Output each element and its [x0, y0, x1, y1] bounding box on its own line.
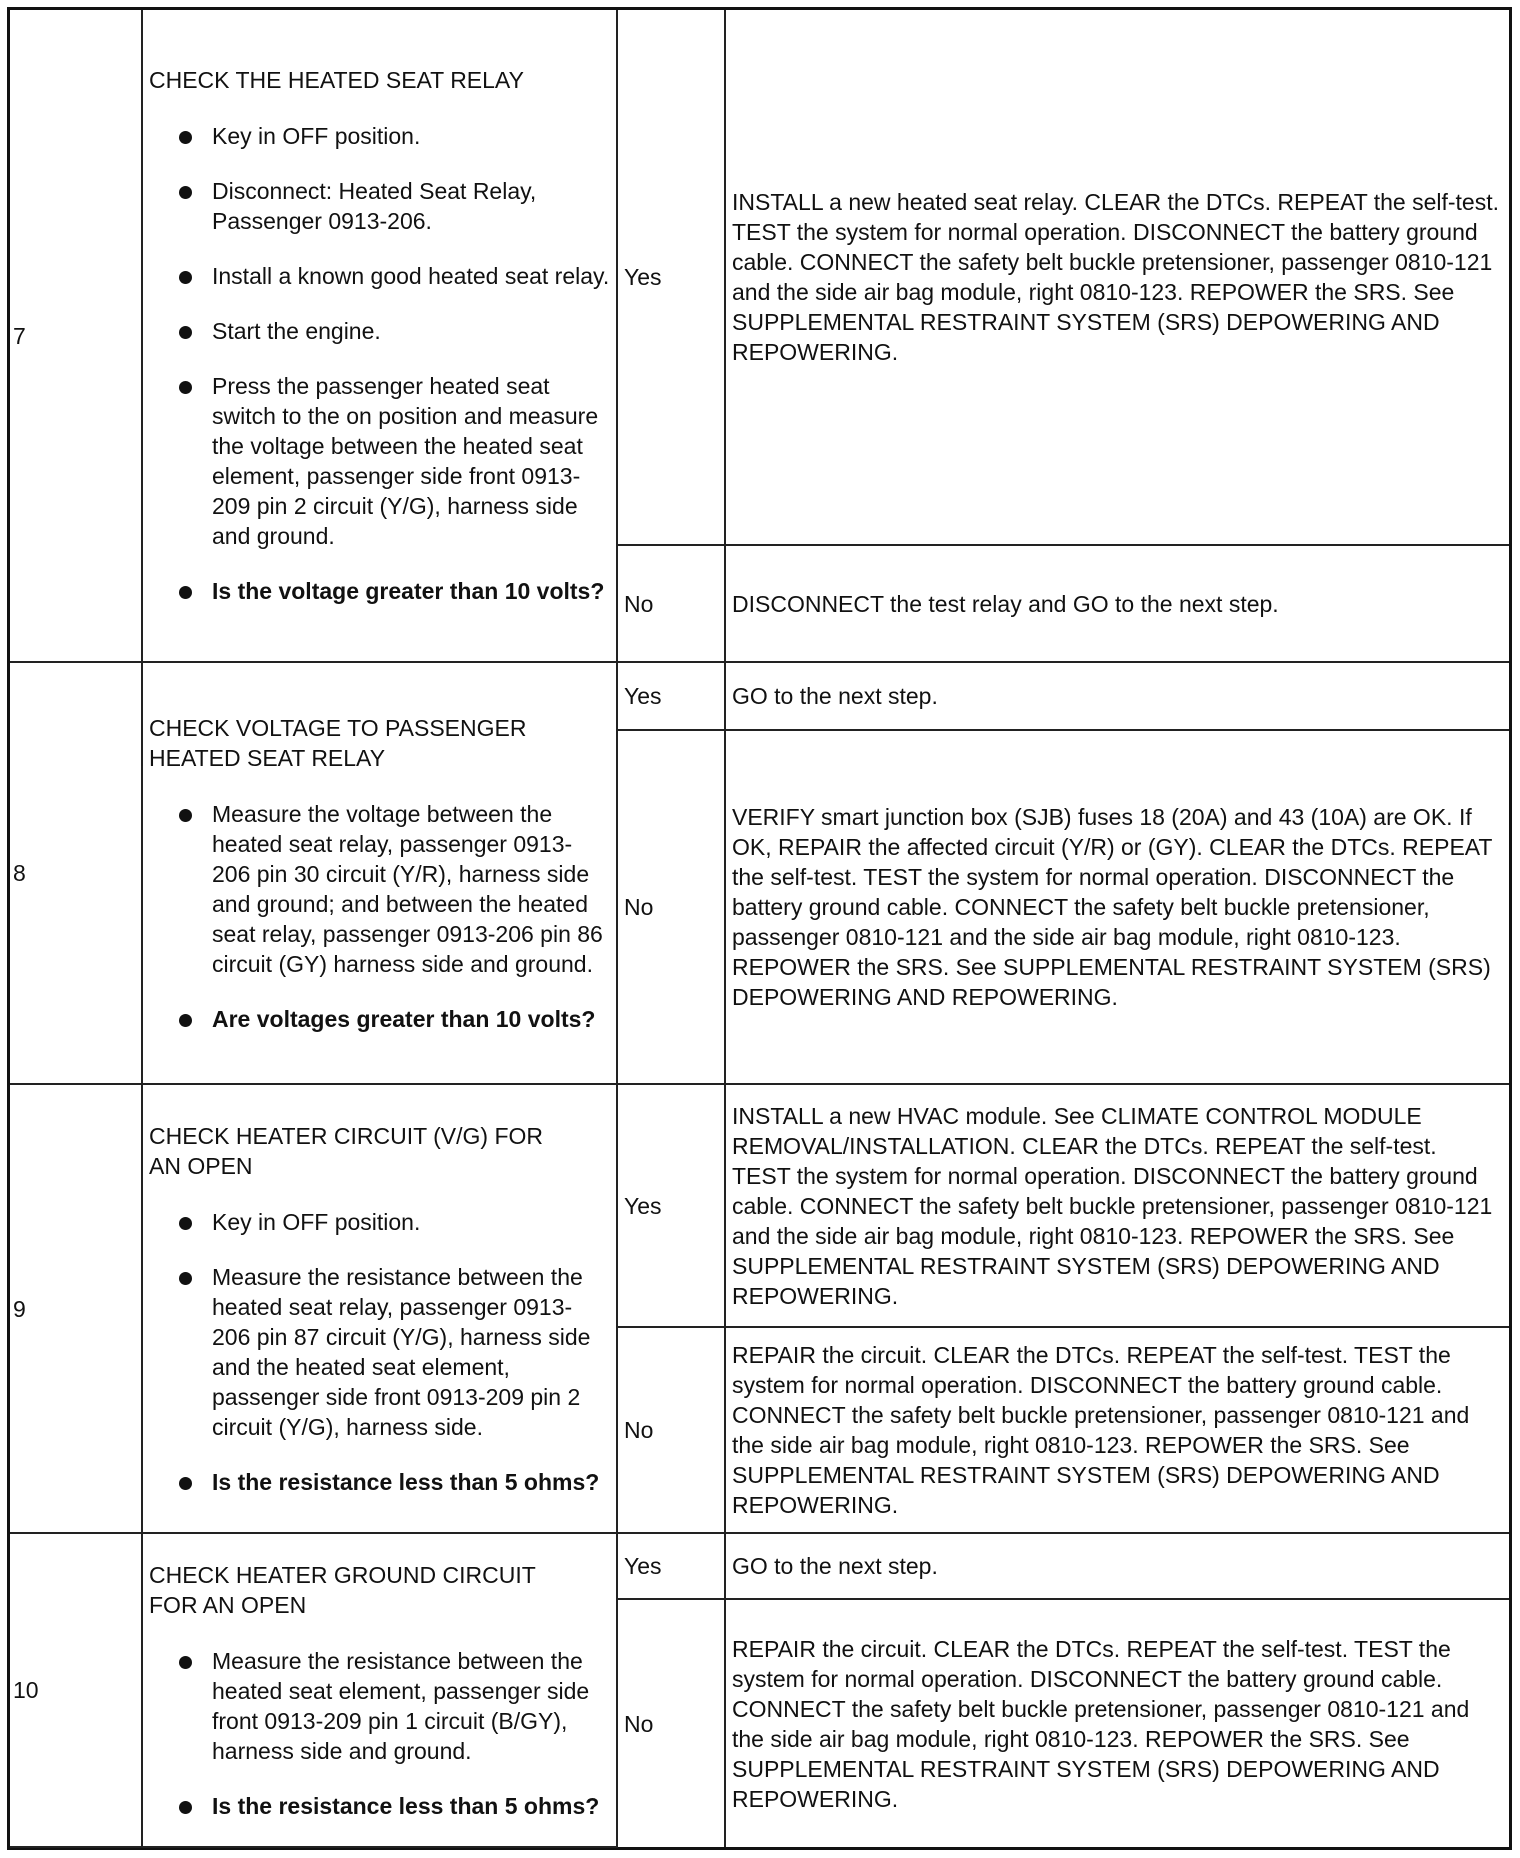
- step-number: 7: [10, 10, 142, 662]
- no-action-text: REPAIR the circuit. CLEAR the DTCs. REPEAT the self-test. TEST the system for normal operation. DISCONNECT the battery ground cable. CONNECT the safety belt buckle pretensioner, passenger 0810-121 and the side air bag module, right 0810-123. REPOWER the SRS. See SUPPLEMENTAL RESTRAINT SYSTEM (SRS) DEPOWERING AND REPOWERING.: [725, 1327, 1509, 1533]
- yes-action-text: GO to the next step.: [725, 662, 1509, 730]
- step-number: 10: [10, 1533, 142, 1847]
- test-bullet: Measure the resistance between the heated seat element, passenger side front 0913-209 pin 1 circuit (B/GY), harness side and ground.: [212, 1646, 610, 1766]
- test-bullet: Install a known good heated seat relay.: [212, 263, 610, 289]
- step-test: [142, 1533, 617, 1847]
- result-no-label: No: [617, 730, 725, 1084]
- step-8-yes-row: [10, 662, 1509, 730]
- test-question: Is the voltage greater than 10 volts?: [212, 576, 610, 606]
- no-action-text: VERIFY smart junction box (SJB) fuses 18 (20A) and 43 (10A) are OK. If OK, REPAIR the affected circuit (Y/R) or (GY). CLEAR the DTCs. REPEAT the self-test. TEST the system for normal operation. DISCONNECT the battery ground cable. CONNECT the safety belt buckle pretensioner, passenger 0810-121 and the side air bag module, right 0810-123. REPOWER the SRS. See SUPPLEMENTAL RESTRAINT SYSTEM (SRS) DEPOWERING AND REPOWERING.: [725, 730, 1509, 1084]
- result-yes-label: Yes: [617, 10, 725, 545]
- no-action-text: REPAIR the circuit. CLEAR the DTCs. REPEAT the self-test. TEST the system for normal operation. DISCONNECT the battery ground cable. CONNECT the safety belt buckle pretensioner, passenger 0810-121 and the side air bag module, right 0810-123. REPOWER the SRS. See SUPPLEMENTAL RESTRAINT SYSTEM (SRS) DEPOWERING AND REPOWERING.: [725, 1599, 1509, 1847]
- result-yes-label: Yes: [617, 662, 725, 730]
- test-bullet: Press the passenger heated seat switch to the on position and measure the voltage between the heated seat element, passenger side front 0913-209 pin 2 circuit (Y/G), harness side and ground.: [212, 371, 610, 551]
- test-title: CHECK HEATER CIRCUIT (V/G) FOR AN OPEN: [149, 1122, 543, 1179]
- test-bullet: Measure the resistance between the heated seat relay, passenger 0913-206 pin 87 circuit (Y/G), harness side and the heated seat element, passenger side front 0913-209 pin 2 circuit (Y/G), harness side.: [212, 1262, 610, 1442]
- step-9-yes-row: [10, 1084, 1509, 1327]
- test-question: Are voltages greater than 10 volts?: [212, 1004, 610, 1034]
- diagnostic-table-frame: [7, 7, 1512, 1850]
- step-number: 9: [10, 1084, 142, 1533]
- step-10-yes-row: [10, 1533, 1509, 1599]
- test-bullet: Key in OFF position.: [212, 121, 610, 151]
- result-yes-label: Yes: [617, 1533, 725, 1599]
- result-no-label: No: [617, 1599, 725, 1847]
- diagnostic-steps-table: [10, 10, 1509, 1848]
- test-bullet: Key in OFF position.: [212, 1207, 610, 1237]
- yes-action-text: INSTALL a new heated seat relay. CLEAR the DTCs. REPEAT the self-test. TEST the system for normal operation. DISCONNECT the battery ground cable. CONNECT the safety belt buckle pretensioner, passenger 0810-121 and the side air bag module, right 0810-123. REPOWER the SRS. See SUPPLEMENTAL RESTRAINT SYSTEM (SRS) DEPOWERING AND REPOWERING.: [725, 10, 1509, 545]
- yes-action-text: GO to the next step.: [725, 1533, 1509, 1599]
- no-action-text: DISCONNECT the test relay and GO to the next step.: [725, 545, 1509, 662]
- result-yes-label: Yes: [617, 1084, 725, 1327]
- test-question: Is the resistance less than 5 ohms?: [212, 1791, 610, 1821]
- result-no-label: No: [617, 545, 725, 662]
- test-bullets: [149, 121, 610, 606]
- test-bullet: Measure the voltage between the heated seat relay, passenger 0913-206 pin 30 circuit (Y/R), harness side and ground; and between the heated seat relay, passenger 0913-206 pin 86 circuit (GY) harness side and ground.: [212, 799, 610, 979]
- test-bullet: Disconnect: Heated Seat Relay, Passenger 0913-206.: [212, 176, 610, 236]
- test-bullets: [149, 1207, 610, 1497]
- step-number: 8: [10, 662, 142, 1084]
- step-test: [142, 662, 617, 1084]
- result-no-label: No: [617, 1327, 725, 1533]
- test-title: CHECK HEATER GROUND CIRCUIT FOR AN OPEN: [149, 1561, 536, 1618]
- test-bullets: [149, 1646, 610, 1821]
- step-test: [142, 10, 617, 662]
- step-7-yes-row: [10, 10, 1509, 545]
- test-question: Is the resistance less than 5 ohms?: [212, 1467, 610, 1497]
- step-test: [142, 1084, 617, 1533]
- test-title: CHECK THE HEATED SEAT RELAY: [149, 67, 524, 93]
- test-bullets: [149, 799, 610, 1034]
- test-title: CHECK VOLTAGE TO PASSENGER HEATED SEAT RELAY: [149, 714, 527, 771]
- test-bullet: Start the engine.: [212, 316, 610, 346]
- yes-action-text: INSTALL a new HVAC module. See CLIMATE CONTROL MODULE REMOVAL/INSTALLATION. CLEAR the DTCs. REPEAT the self-test. TEST the system for normal operation. DISCONNECT the battery ground cable. CONNECT the safety belt buckle pretensioner, passenger 0810-121 and the side air bag module, right 0810-123. REPOWER the SRS. See SUPPLEMENTAL RESTRAINT SYSTEM (SRS) DEPOWERING AND REPOWERING.: [725, 1084, 1509, 1327]
